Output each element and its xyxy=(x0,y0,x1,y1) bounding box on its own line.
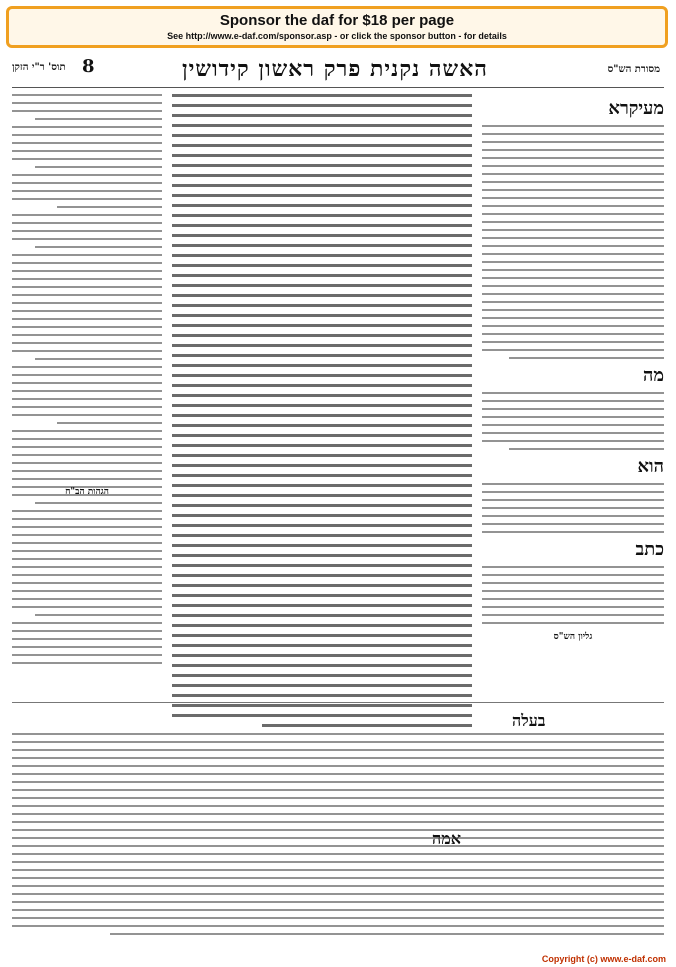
section-word-ketav: כתב xyxy=(635,539,664,560)
left-commentary-column xyxy=(12,94,162,694)
section-word-meikara: מעיקרא xyxy=(608,98,664,119)
copyright-text: Copyright (c) www.e-daf.com xyxy=(541,954,666,964)
header-right-tag: מסורת הש"ס xyxy=(607,64,660,75)
section-word-hava: הוא xyxy=(637,456,664,477)
right-text-block-1 xyxy=(482,125,664,359)
right-text-block-2 xyxy=(482,392,664,450)
page-number: 8 xyxy=(82,56,95,77)
bottom-text-block xyxy=(12,709,664,935)
left-text-block xyxy=(12,94,162,664)
right-text-block-4 xyxy=(482,566,664,624)
bottom-divider xyxy=(12,702,664,703)
right-text-block-3 xyxy=(482,483,664,533)
haggahot-box xyxy=(12,487,162,498)
gemara-column xyxy=(172,94,472,694)
sponsor-subtitle: See http://www.e-daf.com/sponsor.asp - or click the sponsor button - for details xyxy=(167,31,507,41)
gilyon-box xyxy=(482,632,664,643)
sponsor-banner[interactable] xyxy=(6,6,668,48)
page-header xyxy=(12,54,664,84)
bottom-commentary xyxy=(12,709,664,949)
gilyon-title: גליון הש"ס xyxy=(553,632,593,642)
header-left-tag: תוס' ר"י הזקן xyxy=(12,62,66,73)
sponsor-title: Sponsor the daf for $18 per page xyxy=(219,12,455,29)
header-rule xyxy=(12,87,664,88)
right-commentary-column xyxy=(482,94,664,694)
haggahot-title: הגהות הב"ח xyxy=(65,487,109,497)
page-title: האשה נקנית פרק ראשון קידושין xyxy=(182,56,488,82)
section-word-mah: מה xyxy=(642,365,664,386)
section-word-baalah: בעלה xyxy=(512,711,546,730)
talmud-page xyxy=(12,54,664,956)
gemara-text-block xyxy=(172,94,472,727)
